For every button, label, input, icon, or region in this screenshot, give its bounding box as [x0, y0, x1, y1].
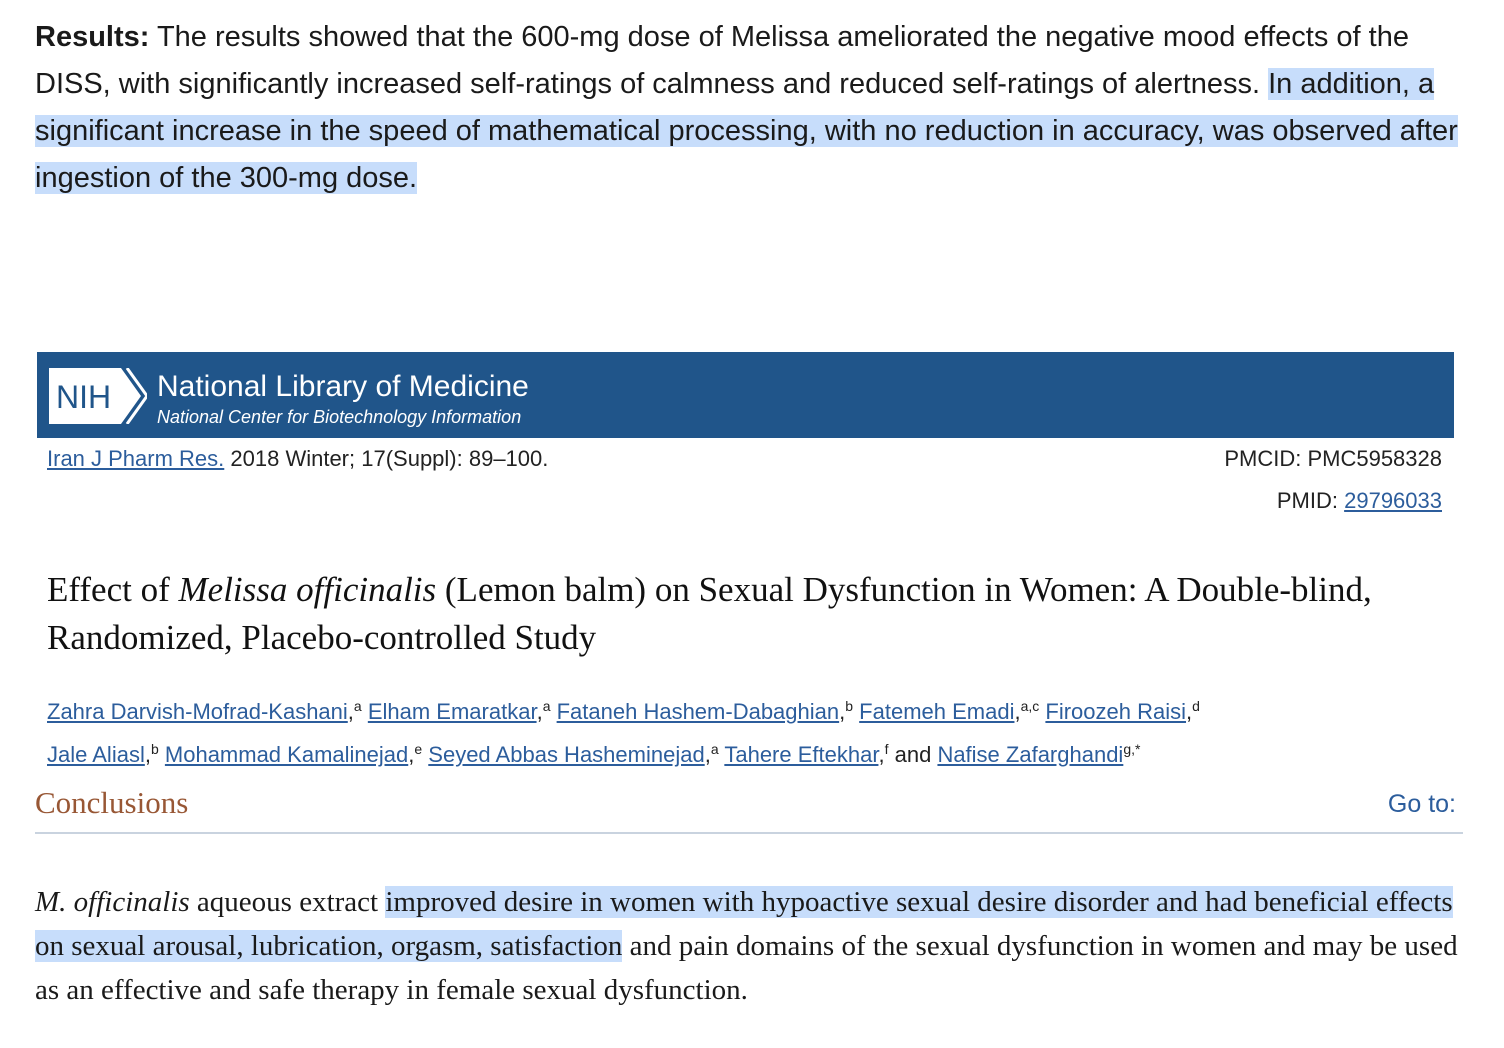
conclusions-text-after: and pain domains of the sexual dysfunction in women and may be used as an effective and safe therapy in female sexual dysfunction.	[35, 930, 1458, 1006]
author-link[interactable]: Seyed Abbas Hasheminejad	[428, 742, 705, 767]
results-highlighted-text: In addition, a significant increase in the speed of mathematical processing, with no reduction in accuracy, was observed after ingestion of the 300-mg dose.	[35, 68, 1458, 194]
author-list: Zahra Darvish-Mofrad-Kashani,$^a$ Elham Emaratkar,$^a$ Fataneh Hashem-Dabaghian,$^b$ Fatemeh Emadi,$^{a,c}$ Firoozeh Raisi,$^d$ Jale Aliasl,$^b$ Mohammad Kamalinejad,$^e$ Seyed Abbas Hasheminejad,$^a$ Tahere Eftekhar,$^f$ and Nafise Zafarghandi$^{g,*}$	[47, 698, 1200, 767]
citation-details: 2018 Winter; 17(Suppl): 89–100.	[224, 446, 549, 471]
citation-line	[47, 446, 548, 472]
author-link[interactable]: Firoozeh Raisi	[1045, 699, 1187, 724]
nlm-banner[interactable]	[37, 352, 1454, 438]
conclusions-species: M. officinalis	[35, 886, 190, 918]
results-paragraph	[35, 14, 1465, 202]
nih-logo-icon	[49, 368, 147, 424]
article-title	[47, 566, 1437, 662]
pmcid: PMCID: PMC5958328	[1224, 446, 1442, 471]
author-affiliation: d	[1192, 698, 1200, 714]
conclusions-text-before: aqueous extract	[189, 886, 386, 918]
author-affiliation: a	[353, 698, 362, 714]
authors-and: and	[894, 742, 932, 767]
author-affiliation: a,c	[1020, 698, 1040, 714]
author-link[interactable]: Zahra Darvish-Mofrad-Kashani	[47, 699, 348, 724]
author-affiliation: f	[884, 741, 889, 757]
author-link[interactable]: Nafise Zafarghandi	[937, 742, 1124, 767]
author-link[interactable]: Elham Emaratkar	[367, 699, 537, 724]
pmid-label: PMID:	[1276, 488, 1345, 513]
author-link[interactable]: Tahere Eftekhar	[724, 742, 879, 767]
banner-title: National Library of Medicine	[157, 370, 529, 403]
author-link[interactable]: Jale Aliasl	[47, 742, 145, 767]
author-affiliation: b	[150, 741, 159, 757]
conclusions-paragraph	[35, 880, 1475, 1012]
pmid-link[interactable]: 29796033	[1344, 488, 1442, 513]
author-link[interactable]: Fataneh Hashem-Dabaghian	[556, 699, 840, 724]
journal-link[interactable]: Iran J Pharm Res.	[47, 446, 225, 471]
title-prefix: Effect of	[47, 570, 179, 609]
author-affiliation: a	[710, 741, 719, 757]
banner-subtitle: National Center for Biotechnology Information	[157, 407, 522, 427]
author-link[interactable]: Mohammad Kamalinejad	[164, 742, 409, 767]
svg-text:NIH: NIH	[56, 379, 112, 415]
author-affiliation: e	[414, 741, 423, 757]
title-species: Melissa officinalis	[178, 570, 437, 609]
author-affiliation: a	[542, 698, 551, 714]
pmid-line	[1277, 488, 1442, 514]
author-affiliation: b	[845, 698, 854, 714]
author-link[interactable]: Fatemeh Emadi	[859, 699, 1015, 724]
conclusions-heading: Conclusions	[35, 785, 189, 820]
results-label: Results:	[35, 21, 150, 53]
section-divider	[35, 832, 1463, 834]
author-affiliation: g,*	[1123, 741, 1141, 757]
conclusions-highlighted-text: improved desire in women with hypoactive sexual desire disorder and had beneficial effects on sexual arousal, lubrication, orgasm, satisfaction	[35, 886, 1453, 962]
title-suffix: (Lemon balm) on Sexual Dysfunction in Women: A Double-blind, Randomized, Placebo-controlled Study	[47, 570, 1372, 657]
results-text: The results showed that the 600-mg dose of Melissa ameliorated the negative mood effects of the DISS, with significantly increased self-ratings of calmness and reduced self-ratings of alertness.	[35, 21, 1409, 100]
goto-link[interactable]: Go to:	[1387, 790, 1456, 818]
